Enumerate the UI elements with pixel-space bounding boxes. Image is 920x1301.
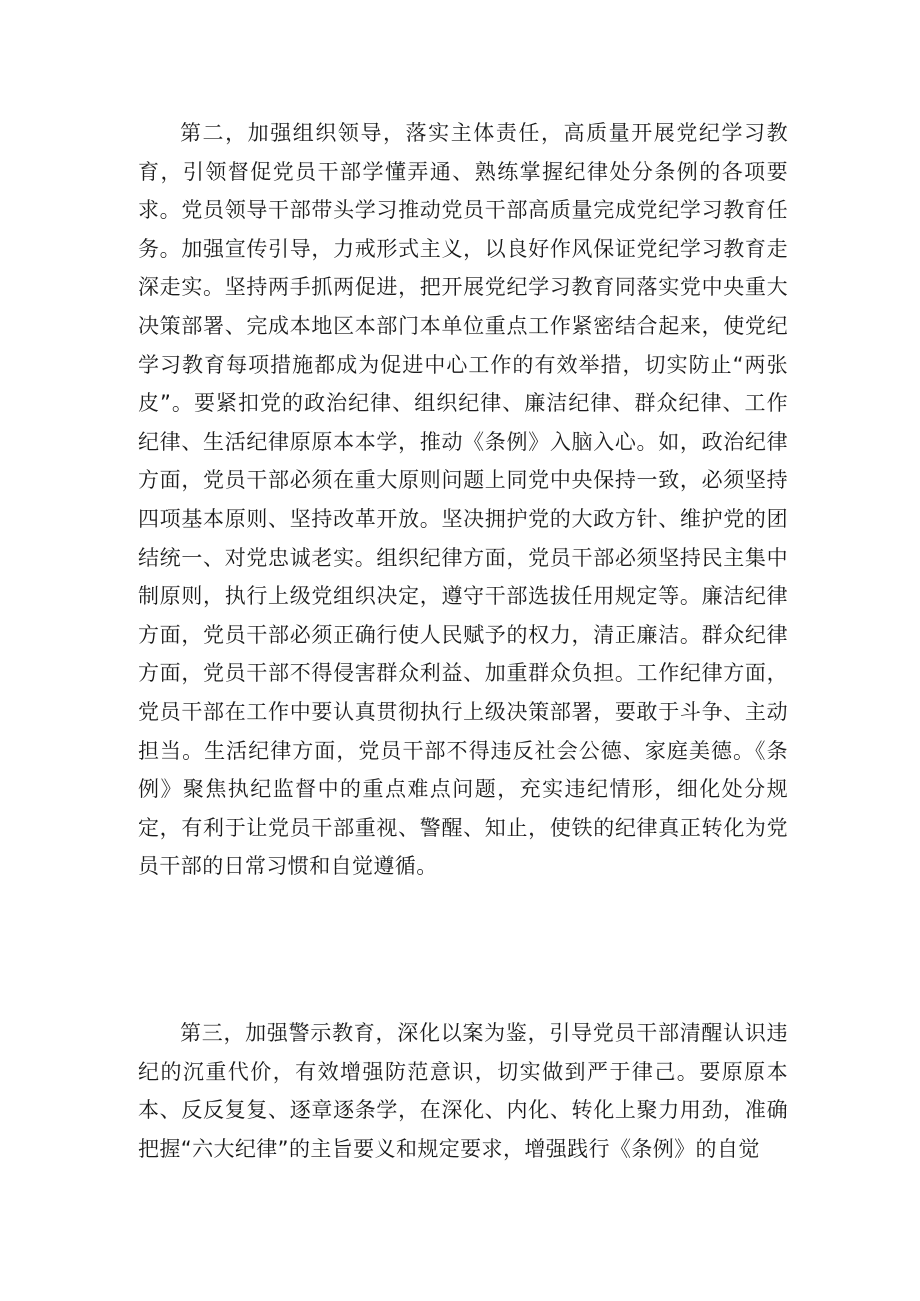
paragraph-third-point: 第三，加强警示教育，深化以案为鉴，引导党员干部清醒认识违纪的沉重代价，有效增强防范意识，切实做到严于律己。要原原本本、反反复复、逐章逐条学，在深化、内化、转化上聚力用劲，准确把握“六大纪律”的主旨要义和规定要求，增强践行《条例》的自觉: [138, 1021, 788, 1161]
paragraph-second-point: 第二，加强组织领导，落实主体责任，高质量开展党纪学习教育，引领督促党员干部学懂弄通、熟练掌握纪律处分条例的各项要求。党员领导干部带头学习推动党员干部高质量完成党纪学习教育任务。加强宣传引导，力戒形式主义，以良好作风保证党纪学习教育走深走实。坚持两手抓两促进，把开展党纪学习教育同落实党中央重大决策部署、完成本地区本部门本单位重点工作紧密结合起来，使党纪学习教育每项措施都成为促进中心工作的有效举措，切实防止“两张皮”。要紧扣党的政治纪律、组织纪律、廉洁纪律、群众纪律、工作纪律、生活纪律原原本本学，推动《条例》入脑入心。如，政治纪律方面，党员干部必须在重大原则问题上同党中央保持一致，必须坚持四项基本原则、坚持改革开放。坚决拥护党的大政方针、维护党的团结统一、对党忠诚老实。组织纪律方面，党员干部必须坚持民主集中制原则，执行上级党组织决定，遵守干部选拔任用规定等。廉洁纪律方面，党员干部必须正确行使人民赋予的权力，清正廉洁。群众纪律方面，党员干部不得侵害群众利益、加重群众负担。工作纪律方面，党员干部在工作中要认真贯彻执行上级决策部署，要敢于斗争、主动担当。生活纪律方面，党员干部不得违反社会公德、家庭美德。《条例》聚焦执纪监督中的重点难点问题，充实违纪情形，细化处分规定，有利于让党员干部重视、警醒、知止，使铁的纪律真正转化为党员干部的日常习惯和自觉遵循。: [138, 121, 788, 879]
